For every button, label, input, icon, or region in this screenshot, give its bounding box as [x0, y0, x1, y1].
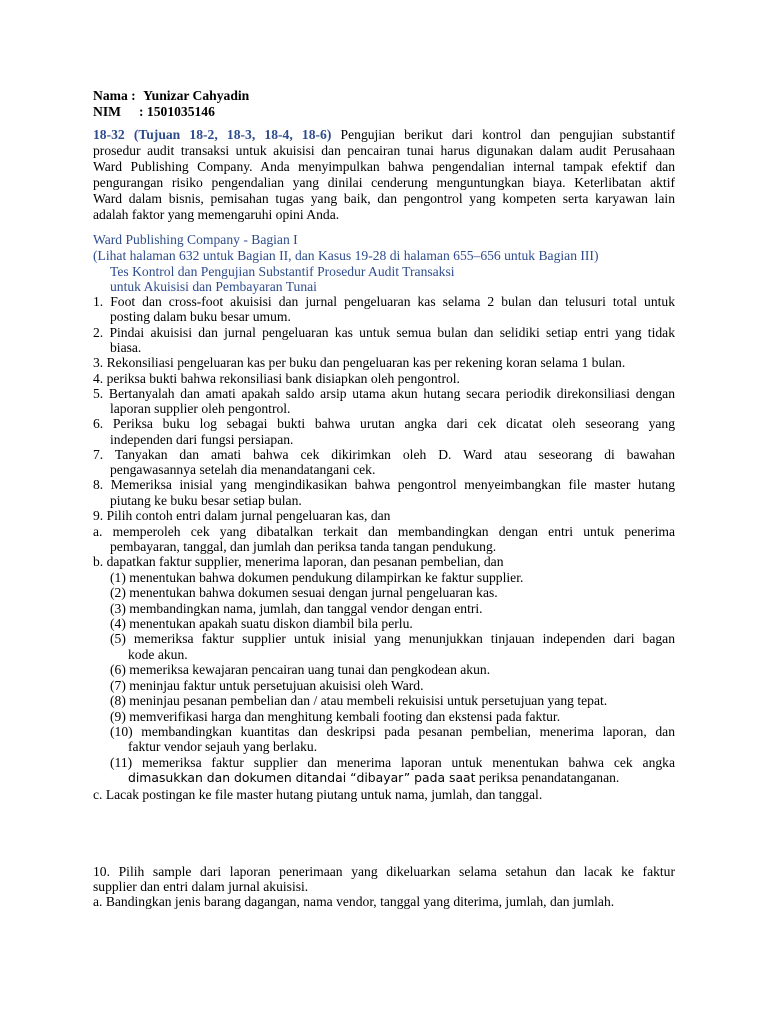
step-5-line-2: kode akun.	[128, 647, 188, 662]
section-note: (Lihat halaman 632 untuk Bagian II, dan Kasus 19-28 di halaman 655–656 untuk Bagian III)	[93, 248, 599, 263]
intro-line-2: prosedur audit transaksi untuk akuisisi dan pencairan tunai harus digunakan dalam audit Perusahaan	[93, 143, 675, 158]
list-item-7-line-2: pengawasannya setelah dia menandatangani cek.	[110, 462, 376, 477]
nim-label: NIM	[93, 104, 121, 119]
step-9: (9) memverifikasi harga dan menghitung kembali footing dan ekstensi pada faktur.	[110, 709, 561, 724]
intro-line-3: Ward Publishing Company. Anda menyimpulkan bahwa pengendalian internal tampak efektif dan	[93, 159, 675, 174]
list-item-3: 3. Rekonsiliasi pengeluaran kas per buku dan pengeluaran kas per rekening koran selama 1 bulan.	[93, 355, 626, 370]
step-5-line-1: (5) memeriksa faktur supplier untuk inisial yang menunjukkan tinjauan independen dari bagan	[110, 631, 675, 646]
list-item-10-line-1: 10. Pilih sample dari laporan penerimaan yang dikeluarkan selama setahun dan lacak ke faktur	[93, 864, 675, 879]
intro-line-6: adalah faktor yang memengaruhi opini Anda.	[93, 207, 340, 222]
intro-line-5: Ward dalam bisnis, pemisahan tugas yang baik, dan pengontrol yang kompeten serta karyawan lain	[93, 191, 675, 206]
list-item-1-line-2: posting dalam buku besar umum.	[110, 309, 291, 324]
intro-text-1: Pengujian berikut dari kontrol dan pengujian substantif	[340, 127, 675, 142]
nim-line	[93, 104, 675, 119]
section-title: Ward Publishing Company - Bagian I	[93, 232, 298, 247]
section-subtitle-1: Tes Kontrol dan Pengujian Substantif Prosedur Audit Transaksi	[110, 264, 455, 279]
name-label: Nama :	[93, 88, 136, 103]
sub-item-a-line-1: a. memperoleh cek yang dibatalkan terkait dan membandingkan dengan entri untuk penerima	[93, 524, 675, 539]
intro-line-1	[93, 127, 675, 142]
list-item-10-line-2: supplier dan entri dalam jurnal akuisisi.	[93, 879, 309, 894]
name-value: Yunizar Cahyadin	[143, 88, 250, 103]
step-3: (3) membandingkan nama, jumlah, dan tanggal vendor dengan entri.	[110, 601, 483, 616]
step-10-line-1: (10) membandingkan kuantitas dan deskripsi pada pesanan pembelian, menerima laporan, dan	[110, 724, 675, 739]
list-item-4: 4. periksa bukti bahwa rekonsiliasi bank disiapkan oleh pengontrol.	[93, 371, 460, 386]
step-1: (1) menentukan bahwa dokumen pendukung dilampirkan ke faktur supplier.	[110, 570, 524, 585]
list-item-9: 9. Pilih contoh entri dalam jurnal pengeluaran kas, dan	[93, 508, 391, 523]
step-11-line-2	[128, 770, 675, 785]
list-item-5-line-2: laporan supplier oleh pengontrol.	[110, 401, 291, 416]
step-2: (2) menentukan bahwa dokumen sesuai dengan jurnal pengeluaran kas.	[110, 585, 498, 600]
step-8: (8) meninjau pesanan pembelian dan / atau membeli rekuisisi untuk persetujuan yang tepat.	[110, 693, 608, 708]
list-item-2-line-2: biasa.	[110, 340, 142, 355]
list-item-2-line-1: 2. Pindai akuisisi dan jurnal pengeluaran kas untuk semua bulan dan selidiki setiap entri yang tidak	[93, 325, 675, 340]
list-item-5-line-1: 5. Bertanyalah dan amati apakah saldo arsip utama akun hutang secara periodik direkonsiliasi dengan	[93, 386, 675, 401]
step-4: (4) menentukan apakah suatu diskon diambil bila perlu.	[110, 616, 413, 631]
list-item-10-sub-a: a. Bandingkan jenis barang dagangan, nama vendor, tanggal yang diterima, jumlah, dan jumlah.	[93, 894, 615, 909]
list-item-1-line-1: 1. Foot dan cross-foot akuisisi dan jurnal pengeluaran kas selama 2 bulan dan telusuri total untuk	[93, 294, 675, 309]
step-11-sans-text: dimasukkan dan dokumen ditandai “dibayar” pada saat	[128, 770, 476, 785]
name-line	[93, 88, 675, 103]
step-10-line-2: faktur vendor sejauh yang berlaku.	[128, 739, 318, 754]
sub-item-b: b. dapatkan faktur supplier, menerima laporan, dan pesanan pembelian, dan	[93, 554, 504, 569]
list-item-6-line-2: independen dari fungsi persiapan.	[110, 432, 294, 447]
list-item-7-line-1: 7. Tanyakan dan amati bahwa cek dikirimkan oleh D. Ward atau seseorang di bawahan	[93, 447, 675, 462]
list-item-6-line-1: 6. Periksa buku log sebagai bukti bahwa urutan angka dari cek dicatat oleh seseorang yang	[93, 416, 675, 431]
list-item-8-line-2: piutang ke buku besar setiap bulan.	[110, 493, 302, 508]
sub-item-c: c. Lacak postingan ke file master hutang piutang untuk nama, jumlah, dan tanggal.	[93, 787, 543, 802]
step-11-line-1: (11) memeriksa faktur supplier dan menerima laporan untuk menentukan bahwa cek angka	[110, 755, 675, 770]
step-7: (7) meninjau faktur untuk persetujuan akuisisi oleh Ward.	[110, 678, 424, 693]
problem-reference: 18-32 (Tujuan 18-2, 18-3, 18-4, 18-6)	[93, 127, 332, 142]
list-item-8-line-1: 8. Memeriksa inisial yang mengindikasikan bahwa pengontrol menyeimbangkan file master hutang	[93, 477, 675, 492]
sub-item-a-line-2: pembayaran, tanggal, dan jumlah dan periksa tanda tangan pendukung.	[110, 539, 497, 554]
nim-value: : 1501035146	[139, 104, 215, 119]
step-11-serif-text: periksa penandatanganan.	[478, 770, 620, 785]
section-subtitle-2: untuk Akuisisi dan Pembayaran Tunai	[110, 279, 317, 294]
step-6: (6) memeriksa kewajaran pencairan uang tunai dan pengkodean akun.	[110, 662, 491, 677]
intro-line-4: pengurangan risiko pengendalian yang dinilai cenderung menguntungkan biaya. Keterlibatan aktif	[93, 175, 675, 190]
